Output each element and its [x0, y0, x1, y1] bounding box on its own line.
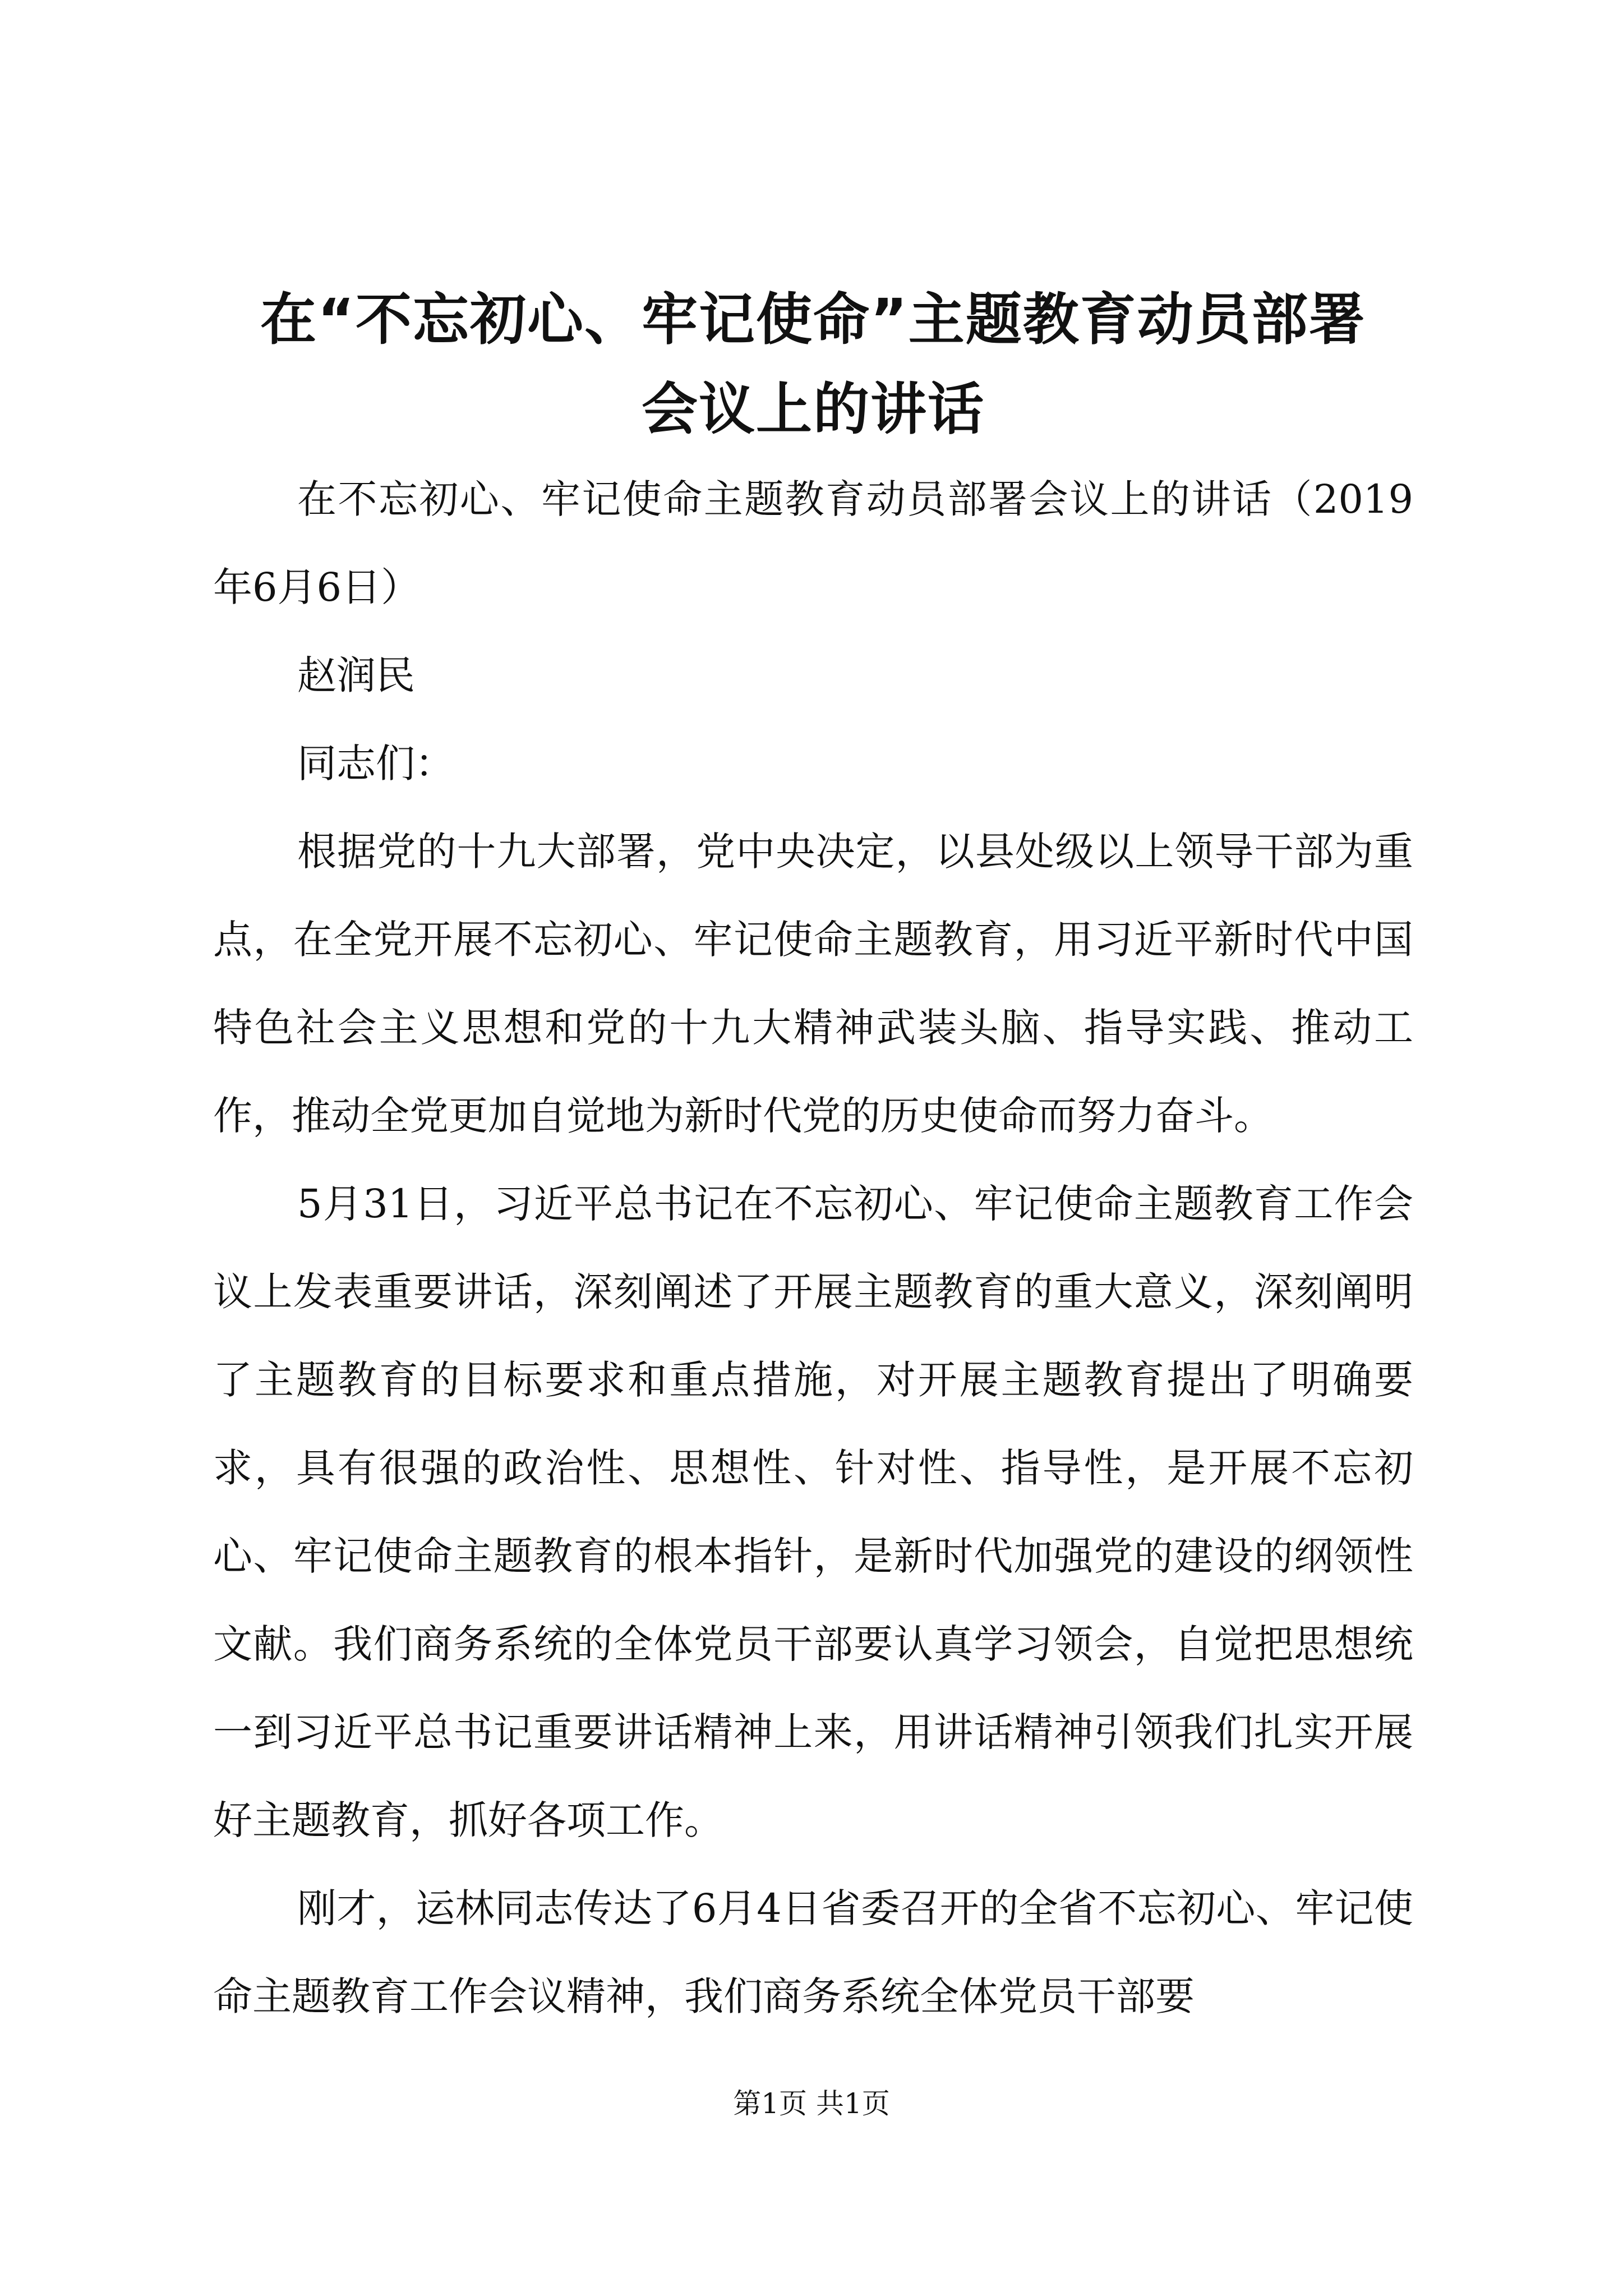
salutation: 同志们： — [297, 740, 454, 786]
title-line-2: 会议上的讲话 — [642, 376, 985, 442]
body-paragraph: 刚才，运林同志传达了6月4日省委召开的全省不忘初心、牢记使命主题教育工作会议精神，我们商务系统全体党员干部要 — [213, 1885, 1413, 2019]
subtitle-paragraph: 在不忘初心、牢记使命主题教育动员部署会议上的讲话（2019年6月6日） — [213, 476, 1413, 610]
body-paragraph: 根据党的十九大部署，党中央决定，以县处级以上领导干部为重点，在全党开展不忘初心、牢记使命主题教育，用习近平新时代中国特色社会主义思想和党的十九大精神武装头脑、指导实践、推动工作，推动全党更加自觉地为新时代党的历史使命而努力奋斗。 — [213, 829, 1413, 1139]
body-paragraph: 5月31日，习近平总书记在不忘初心、牢记使命主题教育工作会议上发表重要讲话，深刻阐述了开展主题教育的重大意义，深刻阐明了主题教育的目标要求和重点措施，对开展主题教育提出了明确要求，具有很强的政治性、思想性、针对性、指导性，是开展不忘初心、牢记使命主题教育的根本指针，是新时代加强党的建设的纲领性文献。我们商务系统的全体党员干部要认真学习领会，自觉把思想统一到习近平总书记重要讲话精神上来，用讲话精神引领我们扎实开展好主题教育，抓好各项工作。 — [213, 1181, 1413, 1843]
page-footer: 第1页 共1页 — [733, 2087, 890, 2120]
author-name: 赵润民 — [297, 652, 415, 698]
document-body — [213, 455, 1413, 2041]
document-title — [213, 275, 1413, 454]
title-line-1: 在“不忘初心、牢记使命”主题教育动员部署 — [260, 287, 1366, 352]
